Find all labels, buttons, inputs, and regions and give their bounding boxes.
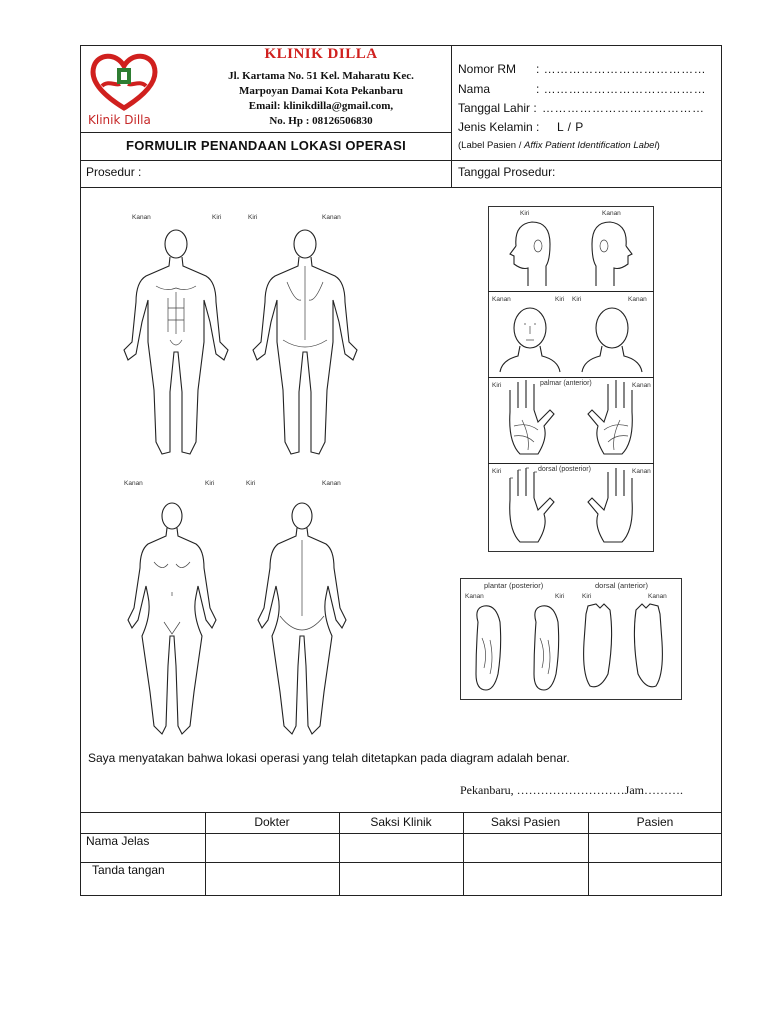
female-back-left-label: Kiri <box>246 480 256 487</box>
male-front-figure <box>124 230 228 454</box>
procedure-date-label: Tanggal Prosedur: <box>458 165 556 179</box>
row-tanda-tangan: Tanda tangan <box>92 863 165 877</box>
female-front-figure <box>128 503 216 734</box>
pasien-name-cell[interactable] <box>589 834 721 862</box>
tanggal-lahir-field[interactable]: ………………………………… <box>542 101 705 115</box>
dokter-name-cell[interactable] <box>206 834 339 862</box>
dorsal-title: dorsal (posterior) <box>538 466 591 473</box>
clinic-email: Email: klinikdilla@gmail.com, <box>248 100 394 112</box>
dorsal-foot-left-label: Kiri <box>582 593 592 600</box>
male-back-figure <box>253 230 357 454</box>
plantar-right-label: Kanan <box>465 593 484 600</box>
jenis-kelamin-field[interactable]: L / P <box>557 120 584 134</box>
dorsal-left-label: Kiri <box>492 468 502 475</box>
col-saksi-pasien: Saksi Pasien <box>490 815 561 829</box>
palm-right <box>588 380 632 454</box>
hand-back-left <box>510 468 554 542</box>
male-back-right-label: Kanan <box>322 214 341 221</box>
head-side-right-label: Kanan <box>602 210 621 217</box>
saksi-klinik-name-cell[interactable] <box>340 834 463 862</box>
clinic-address-line1: Jl. Kartama No. 51 Kel. Maharatu Kec. <box>228 70 414 82</box>
hand-back-right <box>588 468 632 542</box>
head-front-right-label: Kanan <box>492 296 511 303</box>
saksi-pasien-name-cell[interactable] <box>464 834 588 862</box>
nama-field[interactable]: : ………………………………… <box>536 82 707 96</box>
col-dokter: Dokter <box>254 815 290 829</box>
head-back-left-label: Kiri <box>572 296 582 303</box>
male-back-left-label: Kiri <box>248 214 258 221</box>
head-back-right-label: Kanan <box>628 296 647 303</box>
palmar-left-label: Kiri <box>492 382 502 389</box>
saksi-klinik-signature-cell[interactable] <box>340 863 463 895</box>
clinic-name: KLINIK DILLA <box>264 46 378 62</box>
procedure-rule <box>80 187 722 188</box>
female-front-right-label: Kanan <box>124 480 143 487</box>
procedure-label: Prosedur : <box>86 165 142 179</box>
foot-top-right <box>634 604 662 687</box>
female-front-left-label: Kiri <box>205 480 215 487</box>
jenis-kelamin-label: Jenis Kelamin : <box>458 120 540 134</box>
male-front-left-label: Kiri <box>212 214 222 221</box>
clinic-phone: No. Hp : 08126506830 <box>269 115 373 127</box>
row-nama-jelas: Nama Jelas <box>86 834 150 848</box>
female-back-right-label: Kanan <box>322 480 341 487</box>
clinic-address-line2: Marpoyan Damai Kota Pekanbaru <box>238 85 404 97</box>
statement-text: Saya menyatakan bahwa lokasi operasi yang telah ditetapkan pada diagram adalah benar. <box>88 751 570 765</box>
head-hand-diagram[interactable] <box>488 206 654 552</box>
female-back-figure <box>258 503 346 734</box>
form-title: FORMULIR PENANDAAN LOKASI OPERASI <box>125 138 407 153</box>
dorsal-foot-right-label: Kanan <box>648 593 667 600</box>
head-side-left <box>510 222 550 286</box>
pasien-signature-cell[interactable] <box>589 863 721 895</box>
saksi-pasien-signature-cell[interactable] <box>464 863 588 895</box>
clinic-logo <box>88 50 160 114</box>
col-saksi-klinik: Saksi Klinik <box>370 815 432 829</box>
header-divider <box>451 45 452 187</box>
head-side-left-label: Kiri <box>520 210 530 217</box>
nomor-rm-label: Nomor RM <box>458 62 517 76</box>
male-front-right-label: Kanan <box>132 214 151 221</box>
dorsal-right-label: Kanan <box>632 468 651 475</box>
sole-right <box>476 606 501 690</box>
head-front <box>500 308 560 372</box>
foot-top-left <box>584 604 612 687</box>
tanggal-lahir-label: Tanggal Lahir : <box>458 101 537 115</box>
plantar-left-label: Kiri <box>555 593 565 600</box>
palmar-right-label: Kanan <box>632 382 651 389</box>
head-front-left-label: Kiri <box>555 296 565 303</box>
dokter-signature-cell[interactable] <box>206 863 339 895</box>
title-rule <box>80 160 722 161</box>
sole-left <box>534 606 559 690</box>
palmar-title: palmar (anterior) <box>540 380 592 387</box>
feet-diagram[interactable] <box>460 578 682 700</box>
nomor-rm-field[interactable]: : ………………………………… <box>536 62 707 76</box>
header-rule <box>80 132 452 133</box>
place-date-line[interactable]: Pekanbaru, ………………………Jam………. <box>460 783 683 797</box>
logo-text: Klinik Dilla <box>88 113 151 127</box>
table-top-rule <box>80 812 722 813</box>
plantar-title: plantar (posterior) <box>484 581 544 590</box>
patient-label-note: (Label Pasien / Affix Patient Identification Label) <box>458 140 660 151</box>
body-diagram[interactable] <box>100 222 390 742</box>
nama-label: Nama <box>458 82 491 96</box>
col-pasien: Pasien <box>636 815 674 829</box>
dorsal-foot-title: dorsal (anterior) <box>595 581 648 590</box>
head-side-right <box>592 222 632 286</box>
head-back <box>582 308 642 372</box>
palm-left <box>510 380 554 454</box>
